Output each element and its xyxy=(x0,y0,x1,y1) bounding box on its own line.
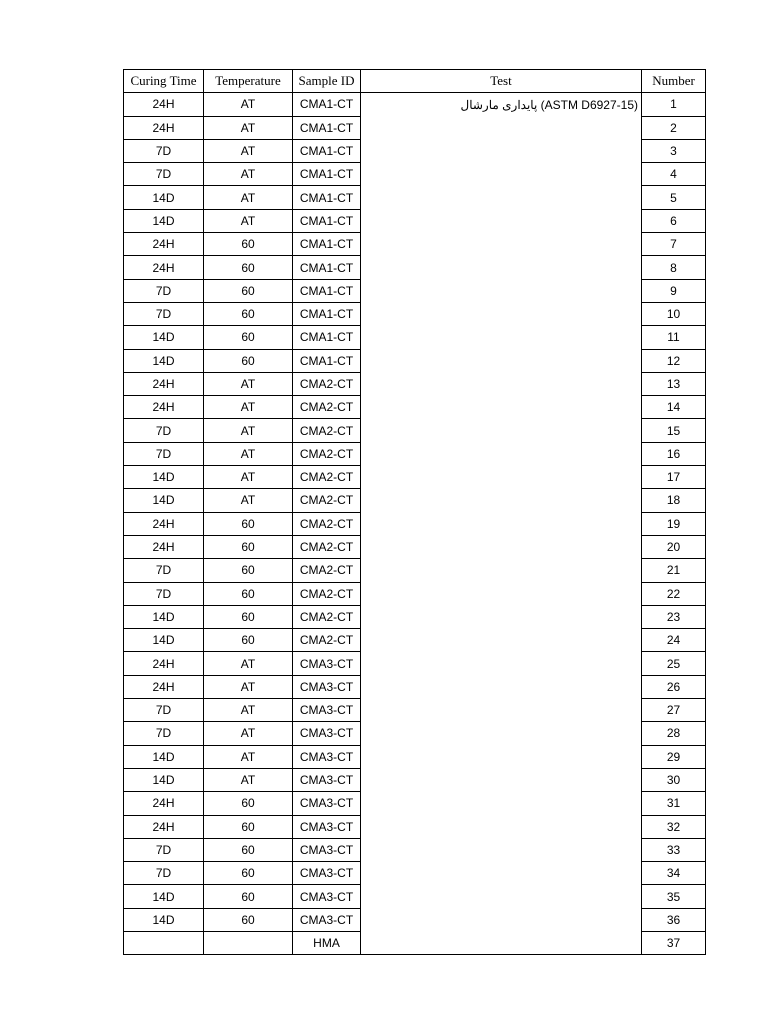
cell-number: 19 xyxy=(642,512,706,535)
cell-sample-id: CMA1-CT xyxy=(293,116,361,139)
cell-sample-id: CMA2-CT xyxy=(293,605,361,628)
header-curing-time: Curing Time xyxy=(124,70,204,93)
cell-temperature: AT xyxy=(204,93,293,116)
cell-temperature: 60 xyxy=(204,629,293,652)
cell-number: 37 xyxy=(642,931,706,954)
cell-temperature: 60 xyxy=(204,559,293,582)
cell-test xyxy=(361,815,642,838)
cell-curing-time: 7D xyxy=(124,442,204,465)
cell-sample-id: CMA3-CT xyxy=(293,745,361,768)
cell-number: 21 xyxy=(642,559,706,582)
cell-number: 16 xyxy=(642,442,706,465)
header-sample-id: Sample ID xyxy=(293,70,361,93)
cell-curing-time: 24H xyxy=(124,792,204,815)
cell-temperature: 60 xyxy=(204,885,293,908)
cell-curing-time: 14D xyxy=(124,349,204,372)
table-row xyxy=(124,139,706,162)
cell-curing-time: 24H xyxy=(124,652,204,675)
table-row xyxy=(124,279,706,302)
table-row xyxy=(124,256,706,279)
cell-test xyxy=(361,652,642,675)
cell-curing-time: 14D xyxy=(124,466,204,489)
table-row xyxy=(124,722,706,745)
table-row xyxy=(124,931,706,954)
cell-number: 9 xyxy=(642,279,706,302)
cell-sample-id: CMA1-CT xyxy=(293,139,361,162)
cell-test xyxy=(361,629,642,652)
cell-curing-time: 7D xyxy=(124,279,204,302)
cell-test xyxy=(361,512,642,535)
cell-test xyxy=(361,139,642,162)
cell-temperature: 60 xyxy=(204,535,293,558)
cell-temperature: AT xyxy=(204,745,293,768)
cell-curing-time: 14D xyxy=(124,745,204,768)
cell-number: 28 xyxy=(642,722,706,745)
cell-test xyxy=(361,419,642,442)
cell-curing-time: 7D xyxy=(124,862,204,885)
cell-number: 8 xyxy=(642,256,706,279)
table-row xyxy=(124,535,706,558)
cell-sample-id: CMA3-CT xyxy=(293,722,361,745)
cell-test xyxy=(361,466,642,489)
cell-sample-id: CMA1-CT xyxy=(293,302,361,325)
cell-temperature: AT xyxy=(204,186,293,209)
cell-number: 14 xyxy=(642,396,706,419)
cell-number: 24 xyxy=(642,629,706,652)
cell-temperature: 60 xyxy=(204,512,293,535)
table-body xyxy=(124,93,706,955)
cell-number: 33 xyxy=(642,838,706,861)
cell-sample-id: CMA3-CT xyxy=(293,838,361,861)
cell-number: 22 xyxy=(642,582,706,605)
cell-temperature: AT xyxy=(204,209,293,232)
cell-sample-id: CMA1-CT xyxy=(293,93,361,116)
cell-test xyxy=(361,279,642,302)
cell-sample-id: CMA1-CT xyxy=(293,326,361,349)
cell-test xyxy=(361,885,642,908)
table-row xyxy=(124,233,706,256)
table-row xyxy=(124,699,706,722)
table-row xyxy=(124,559,706,582)
table-row xyxy=(124,838,706,861)
cell-number: 15 xyxy=(642,419,706,442)
table-row xyxy=(124,163,706,186)
cell-sample-id: CMA2-CT xyxy=(293,559,361,582)
cell-curing-time: 14D xyxy=(124,629,204,652)
cell-test xyxy=(361,209,642,232)
cell-test xyxy=(361,675,642,698)
cell-sample-id: CMA1-CT xyxy=(293,186,361,209)
cell-curing-time: 24H xyxy=(124,815,204,838)
table-row xyxy=(124,186,706,209)
cell-test xyxy=(361,163,642,186)
table-row xyxy=(124,862,706,885)
cell-sample-id: CMA2-CT xyxy=(293,582,361,605)
cell-number: 11 xyxy=(642,326,706,349)
cell-number: 13 xyxy=(642,372,706,395)
table-row xyxy=(124,209,706,232)
table-row xyxy=(124,908,706,931)
cell-number: 2 xyxy=(642,116,706,139)
cell-temperature: 60 xyxy=(204,302,293,325)
cell-temperature: 60 xyxy=(204,605,293,628)
cell-temperature: AT xyxy=(204,722,293,745)
cell-number: 3 xyxy=(642,139,706,162)
cell-temperature xyxy=(204,931,293,954)
header-number: Number xyxy=(642,70,706,93)
cell-number: 18 xyxy=(642,489,706,512)
cell-sample-id: CMA3-CT xyxy=(293,675,361,698)
cell-number: 5 xyxy=(642,186,706,209)
cell-temperature: AT xyxy=(204,442,293,465)
cell-test xyxy=(361,908,642,931)
cell-temperature: AT xyxy=(204,419,293,442)
cell-curing-time: 24H xyxy=(124,372,204,395)
cell-temperature: 60 xyxy=(204,279,293,302)
cell-temperature: AT xyxy=(204,489,293,512)
cell-curing-time: 24H xyxy=(124,512,204,535)
cell-sample-id: CMA1-CT xyxy=(293,163,361,186)
cell-test xyxy=(361,559,642,582)
cell-test xyxy=(361,535,642,558)
cell-sample-id: CMA2-CT xyxy=(293,372,361,395)
table-row xyxy=(124,396,706,419)
cell-sample-id: CMA2-CT xyxy=(293,535,361,558)
cell-test xyxy=(361,862,642,885)
cell-temperature: AT xyxy=(204,699,293,722)
cell-test xyxy=(361,582,642,605)
cell-number: 29 xyxy=(642,745,706,768)
table-row xyxy=(124,116,706,139)
cell-temperature: AT xyxy=(204,139,293,162)
cell-temperature: 60 xyxy=(204,862,293,885)
cell-temperature: AT xyxy=(204,652,293,675)
table-row xyxy=(124,675,706,698)
cell-temperature: AT xyxy=(204,396,293,419)
cell-sample-id: CMA1-CT xyxy=(293,349,361,372)
table-row xyxy=(124,349,706,372)
table-row xyxy=(124,605,706,628)
table-row xyxy=(124,582,706,605)
table-row xyxy=(124,302,706,325)
cell-number: 27 xyxy=(642,699,706,722)
cell-number: 6 xyxy=(642,209,706,232)
cell-curing-time: 24H xyxy=(124,256,204,279)
header-temperature: Temperature xyxy=(204,70,293,93)
cell-test xyxy=(361,256,642,279)
cell-test xyxy=(361,349,642,372)
table-row xyxy=(124,792,706,815)
table-row xyxy=(124,442,706,465)
table-row xyxy=(124,419,706,442)
cell-test xyxy=(361,838,642,861)
cell-temperature: 60 xyxy=(204,838,293,861)
cell-sample-id: CMA2-CT xyxy=(293,442,361,465)
cell-number: 30 xyxy=(642,768,706,791)
cell-curing-time: 7D xyxy=(124,838,204,861)
table-row xyxy=(124,326,706,349)
cell-sample-id: CMA1-CT xyxy=(293,279,361,302)
table-row xyxy=(124,512,706,535)
table-row xyxy=(124,652,706,675)
cell-curing-time: 14D xyxy=(124,186,204,209)
cell-test xyxy=(361,442,642,465)
cell-test xyxy=(361,722,642,745)
table-row xyxy=(124,815,706,838)
cell-temperature: 60 xyxy=(204,349,293,372)
cell-curing-time: 24H xyxy=(124,93,204,116)
cell-curing-time xyxy=(124,931,204,954)
cell-test xyxy=(361,605,642,628)
cell-sample-id: CMA3-CT xyxy=(293,908,361,931)
cell-test xyxy=(361,186,642,209)
table-row xyxy=(124,745,706,768)
cell-sample-id: CMA3-CT xyxy=(293,699,361,722)
cell-test xyxy=(361,768,642,791)
table-row xyxy=(124,466,706,489)
cell-test xyxy=(361,302,642,325)
cell-curing-time: 7D xyxy=(124,419,204,442)
cell-curing-time: 14D xyxy=(124,605,204,628)
cell-curing-time: 7D xyxy=(124,699,204,722)
cell-test xyxy=(361,745,642,768)
cell-test xyxy=(361,699,642,722)
table-row xyxy=(124,372,706,395)
table-row xyxy=(124,93,706,116)
cell-sample-id: CMA3-CT xyxy=(293,815,361,838)
cell-sample-id: CMA2-CT xyxy=(293,512,361,535)
cell-curing-time: 7D xyxy=(124,559,204,582)
cell-number: 35 xyxy=(642,885,706,908)
cell-test xyxy=(361,326,642,349)
cell-number: 36 xyxy=(642,908,706,931)
cell-temperature: 60 xyxy=(204,233,293,256)
header-row xyxy=(124,70,706,93)
cell-number: 12 xyxy=(642,349,706,372)
cell-sample-id: HMA xyxy=(293,931,361,954)
sample-schedule-table xyxy=(123,69,706,955)
cell-test xyxy=(361,792,642,815)
cell-curing-time: 14D xyxy=(124,908,204,931)
cell-curing-time: 24H xyxy=(124,675,204,698)
cell-curing-time: 14D xyxy=(124,768,204,791)
cell-curing-time: 14D xyxy=(124,326,204,349)
cell-test xyxy=(361,396,642,419)
cell-number: 7 xyxy=(642,233,706,256)
cell-temperature: 60 xyxy=(204,815,293,838)
cell-curing-time: 24H xyxy=(124,535,204,558)
cell-sample-id: CMA2-CT xyxy=(293,489,361,512)
header-test: Test xyxy=(361,70,642,93)
cell-number: 32 xyxy=(642,815,706,838)
cell-curing-time: 7D xyxy=(124,722,204,745)
cell-number: 25 xyxy=(642,652,706,675)
table-row xyxy=(124,629,706,652)
cell-curing-time: 7D xyxy=(124,582,204,605)
cell-sample-id: CMA1-CT xyxy=(293,233,361,256)
cell-sample-id: CMA2-CT xyxy=(293,419,361,442)
cell-temperature: AT xyxy=(204,116,293,139)
cell-number: 23 xyxy=(642,605,706,628)
cell-curing-time: 24H xyxy=(124,233,204,256)
cell-sample-id: CMA1-CT xyxy=(293,256,361,279)
cell-curing-time: 14D xyxy=(124,209,204,232)
cell-sample-id: CMA3-CT xyxy=(293,792,361,815)
cell-temperature: AT xyxy=(204,466,293,489)
cell-test xyxy=(361,931,642,954)
cell-test xyxy=(361,116,642,139)
cell-temperature: AT xyxy=(204,372,293,395)
table-row xyxy=(124,885,706,908)
cell-curing-time: 24H xyxy=(124,396,204,419)
cell-sample-id: CMA3-CT xyxy=(293,768,361,791)
cell-temperature: AT xyxy=(204,675,293,698)
cell-number: 4 xyxy=(642,163,706,186)
cell-temperature: 60 xyxy=(204,908,293,931)
cell-temperature: 60 xyxy=(204,256,293,279)
cell-sample-id: CMA3-CT xyxy=(293,885,361,908)
cell-curing-time: 14D xyxy=(124,489,204,512)
cell-temperature: 60 xyxy=(204,792,293,815)
cell-number: 10 xyxy=(642,302,706,325)
cell-sample-id: CMA3-CT xyxy=(293,652,361,675)
cell-sample-id: CMA2-CT xyxy=(293,396,361,419)
cell-test xyxy=(361,372,642,395)
table-row xyxy=(124,489,706,512)
cell-number: 26 xyxy=(642,675,706,698)
cell-curing-time: 14D xyxy=(124,885,204,908)
cell-number: 20 xyxy=(642,535,706,558)
cell-sample-id: CMA1-CT xyxy=(293,209,361,232)
cell-curing-time: 7D xyxy=(124,302,204,325)
cell-number: 1 xyxy=(642,93,706,116)
cell-sample-id: CMA2-CT xyxy=(293,629,361,652)
cell-number: 31 xyxy=(642,792,706,815)
cell-test xyxy=(361,233,642,256)
cell-test xyxy=(361,489,642,512)
cell-curing-time: 7D xyxy=(124,139,204,162)
cell-curing-time: 7D xyxy=(124,163,204,186)
cell-sample-id: CMA3-CT xyxy=(293,862,361,885)
cell-number: 34 xyxy=(642,862,706,885)
cell-temperature: AT xyxy=(204,163,293,186)
cell-sample-id: CMA2-CT xyxy=(293,466,361,489)
cell-temperature: 60 xyxy=(204,326,293,349)
cell-curing-time: 24H xyxy=(124,116,204,139)
cell-number: 17 xyxy=(642,466,706,489)
cell-temperature: 60 xyxy=(204,582,293,605)
cell-test: پایداری مارشال (ASTM D6927-15) xyxy=(361,93,642,116)
table-row xyxy=(124,768,706,791)
cell-temperature: AT xyxy=(204,768,293,791)
